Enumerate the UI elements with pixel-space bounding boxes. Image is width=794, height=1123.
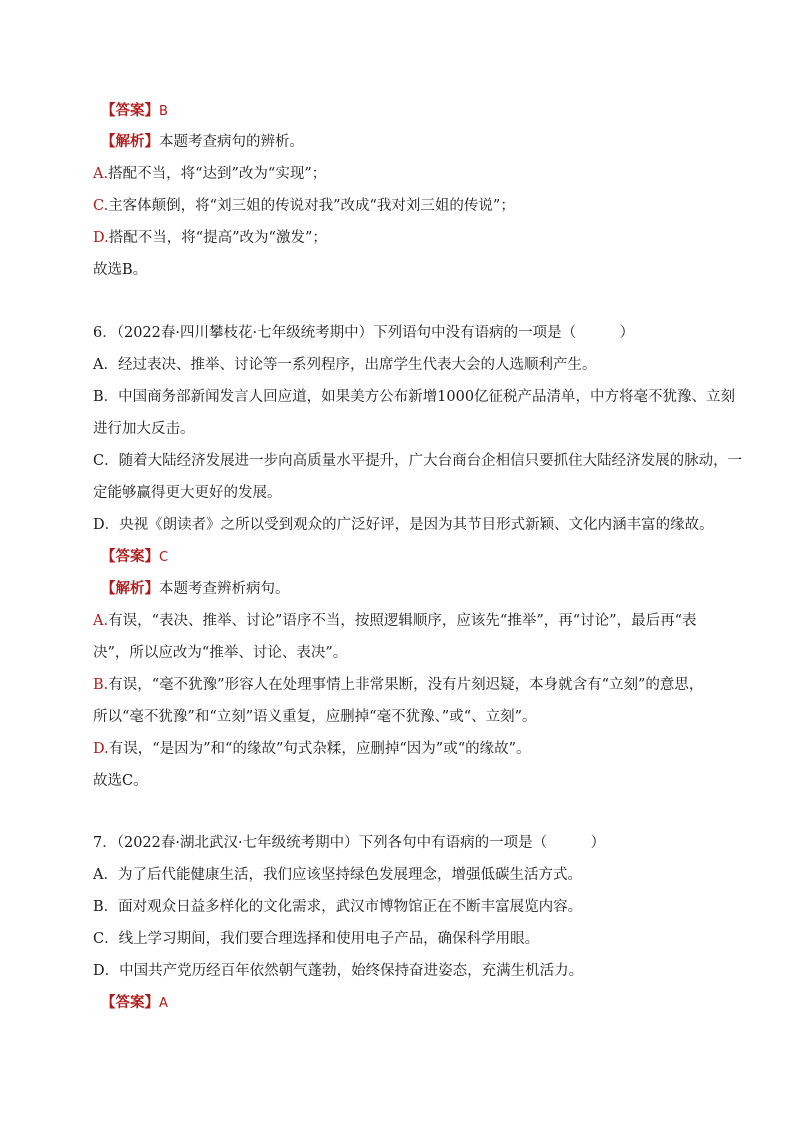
analysis-intro: 本题考查病句的辨析。	[159, 134, 304, 150]
analysis-intro: 本题考查辨析病句。	[159, 581, 290, 597]
q6-conclusion: 故选C。	[93, 773, 148, 789]
q6-option-c: C．随着大陆经济发展进一步向高质量水平提升，广大台商台企相信只要抓住大陆经济发展的脉动，一	[93, 453, 743, 469]
q5-analysis-item	[93, 196, 733, 216]
item-letter: B.	[93, 677, 109, 693]
answer-label: 【答案】	[101, 102, 159, 119]
answer-label: 【答案】	[101, 994, 159, 1011]
q7-option-b: B．面对观众日益多样化的文化需求，武汉市博物馆正在不断丰富展览内容。	[93, 899, 583, 915]
q6-analysis-item	[93, 611, 733, 631]
answer-value: A	[159, 996, 168, 1011]
q7-option-a: A．为了后代能健康生活，我们应该坚持绿色发展理念，增强低碳生活方式。	[93, 867, 582, 883]
q6-answer-line	[101, 547, 741, 568]
q6-option-b: B．中国商务部新闻发言人回应道，如果美方公布新增1000亿征税产品清单，中方将毫不犹豫、立刻	[93, 389, 736, 405]
q7-option-c: C．线上学习期间，我们要合理选择和使用电子产品，确保科学用眼。	[93, 931, 540, 947]
q6-analysis-item-cont: 决”，所以应改为“推举、讨论、表决”。	[93, 645, 348, 661]
item-letter: C.	[93, 198, 109, 214]
q6-analysis-item	[93, 675, 733, 695]
q6-option-d: D．央视《朗读者》之所以受到观众的广泛好评，是因为其节目形式新颖、文化内涵丰富的缘故。	[93, 517, 714, 533]
item-text: 有误，“毫不犹豫”形容人在处理事情上非常果断，没有片刻迟疑，本身就含有“立刻”的意思，	[108, 677, 704, 693]
item-letter: D.	[93, 741, 109, 757]
q5-analysis-line	[101, 132, 741, 152]
q7-stem: 7．（2022春·湖北武汉·七年级统考期中）下列各句中有语病的一项是（ ）	[93, 835, 606, 851]
q6-option-b-cont: 进行加大反击。	[93, 421, 195, 437]
item-letter: A.	[93, 613, 109, 629]
q6-option-c-cont: 定能够赢得更大更好的发展。	[93, 485, 282, 501]
q5-analysis-item	[93, 228, 733, 248]
q7-option-d: D．中国共产党历经百年依然朝气蓬勃，始终保持奋进姿态，充满生机活力。	[93, 963, 584, 979]
analysis-label: 【解析】	[101, 133, 159, 150]
item-text: 有误，“表决、推举、讨论”语序不当，按照逻辑顺序，应该先“推举”，再“讨论”，最后再“表	[108, 613, 697, 629]
answer-value: C	[159, 550, 169, 565]
answer-value: B	[159, 104, 168, 119]
q6-stem: 6．（2022春·四川攀枝花·七年级统考期中）下列语句中没有语病的一项是（ ）	[93, 325, 635, 341]
item-text: 有误，“是因为”和“的缘故”句式杂糅，应删掉“因为”或“的缘故”。	[108, 741, 531, 757]
q6-analysis-line	[101, 579, 741, 599]
item-letter: D.	[93, 230, 109, 246]
item-letter: A.	[93, 166, 109, 182]
item-text: 搭配不当，将“达到”改为“实现”；	[108, 166, 327, 182]
q5-analysis-item	[93, 164, 733, 184]
q6-analysis-item	[93, 739, 733, 759]
q6-option-a: A．经过表决、推举、讨论等一系列程序，出席学生代表大会的人选顺利产生。	[93, 357, 597, 373]
q5-answer-line	[101, 101, 741, 122]
item-text: 主客体颠倒，将“刘三姐的传说对我”改成“我对刘三姐的传说”；	[108, 198, 515, 214]
answer-label: 【答案】	[101, 548, 159, 565]
q6-analysis-item-cont: 所以“毫不犹豫”和“立刻”语义重复，应删掉“毫不犹豫、”或“、立刻”。	[93, 709, 537, 725]
q5-conclusion: 故选B。	[93, 262, 148, 278]
q7-answer-line	[101, 993, 741, 1014]
item-text: 搭配不当，将“提高”改为“激发”；	[108, 230, 327, 246]
analysis-label: 【解析】	[101, 580, 159, 597]
